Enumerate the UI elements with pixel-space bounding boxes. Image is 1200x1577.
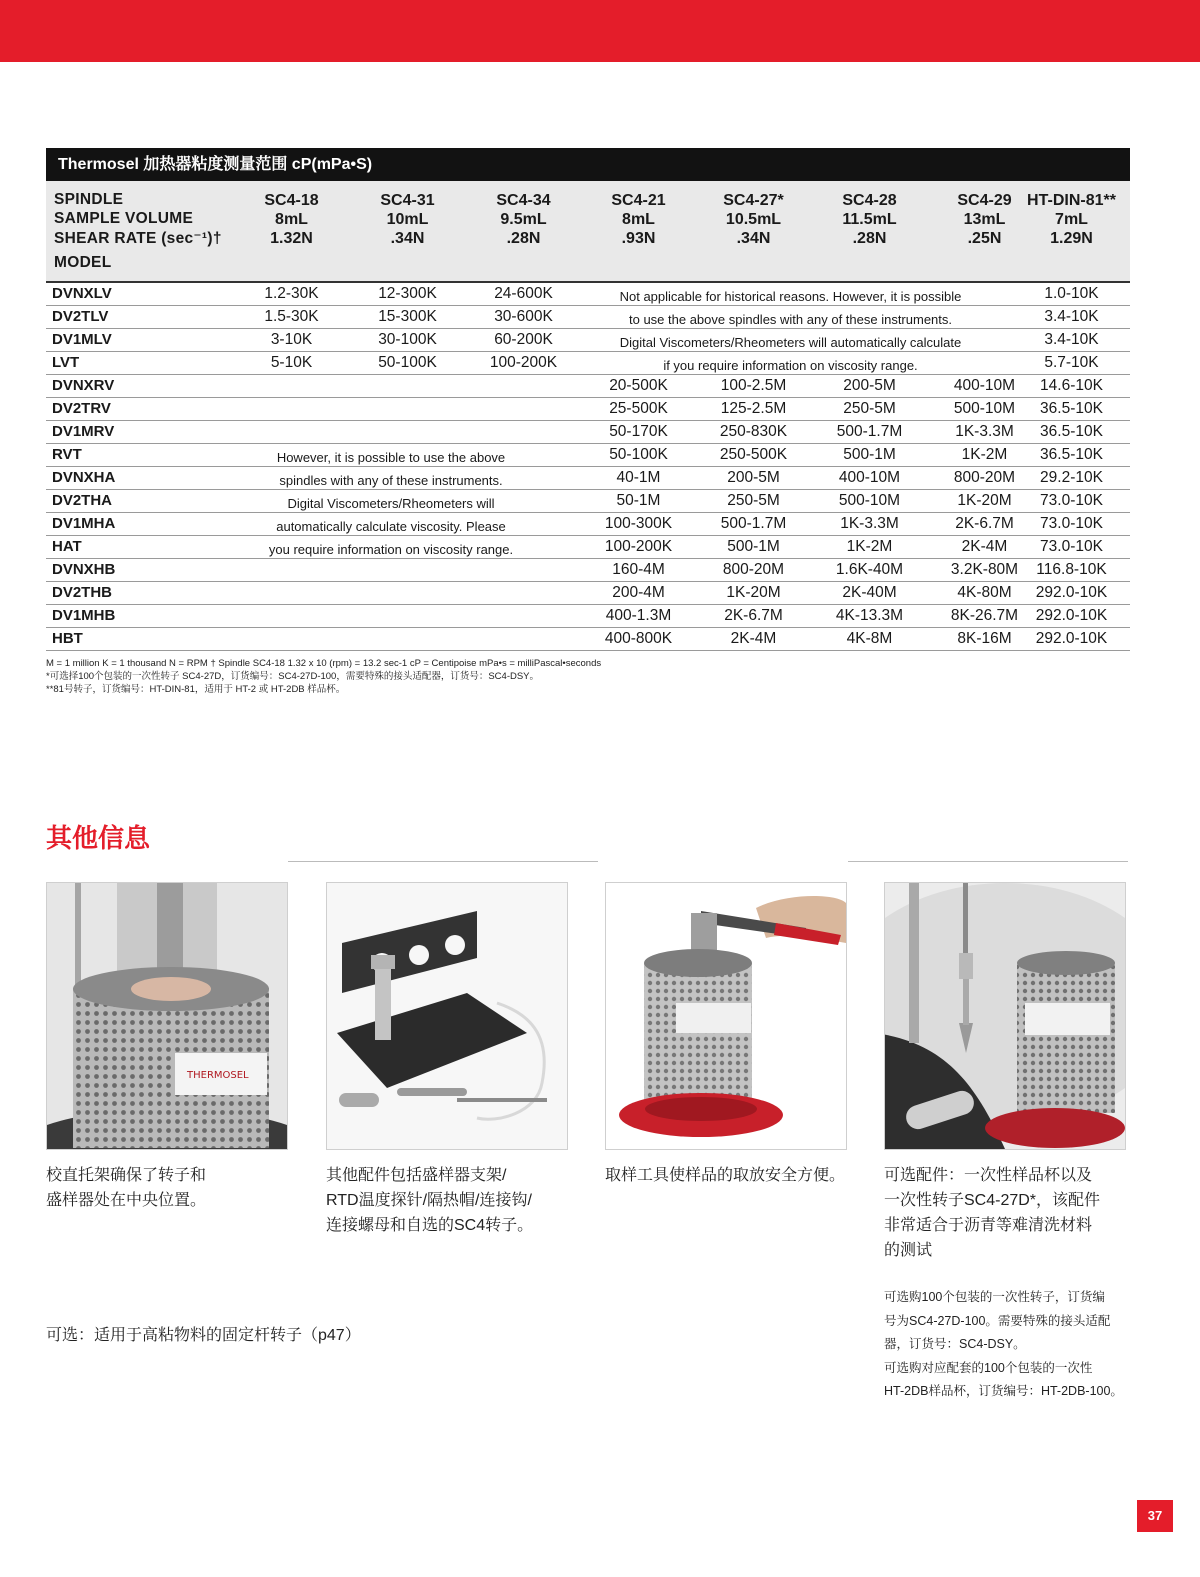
caption-sampling-tool [605, 1163, 845, 1188]
column-spindle: SC4-28 [842, 192, 897, 209]
column-spindle: SC4-18 [264, 192, 319, 209]
note-not-applicable [568, 285, 1013, 377]
model-cell: LVT [52, 354, 80, 371]
value-cell: 1.6K-40M [835, 561, 904, 578]
caption-line: 一次性转子SC4-27D*，该配件 [884, 1192, 1101, 1209]
value-cell: 250-5M [843, 400, 896, 417]
caption-line: 连接螺母和自选的SC4转子。 [326, 1217, 534, 1234]
note-line: Digital Viscometers/Rheometers will automatically calculate [619, 335, 962, 350]
caption-line: 盛样器处在中央位置。 [46, 1192, 207, 1209]
table-row [46, 398, 1130, 421]
value-cell: 73.0-10K [1040, 515, 1103, 532]
note-line: However, it is possible to use the above [276, 450, 506, 465]
section-title: 其他信息 [46, 823, 151, 853]
value-cell: 30-100K [378, 331, 437, 348]
column-spindle: SC4-27* [723, 192, 784, 209]
note-line: spindles with any of these instruments. [279, 473, 503, 488]
value-cell: 3.2K-80M [950, 561, 1019, 578]
value-cell: 4K-8M [846, 630, 893, 647]
page-number: 37 [1137, 1500, 1173, 1532]
note-line: to use the above spindles with any of these instruments. [628, 312, 953, 327]
value-cell: 50-100K [609, 446, 668, 463]
value-cell: 20-500K [609, 377, 668, 394]
brand-label: THERMOSEL [187, 1070, 249, 1081]
value-cell: 500-1M [843, 446, 896, 463]
divider [848, 861, 1128, 862]
caption-line: 取样工具使样品的取放安全方便。 [605, 1167, 846, 1184]
column-spindle: SC4-31 [380, 192, 435, 209]
value-cell: 800-20M [953, 469, 1016, 486]
model-cell: DVNXHA [52, 469, 116, 486]
value-cell: 800-20M [722, 561, 785, 578]
value-cell: 292.0-10K [1035, 584, 1108, 601]
value-cell: 36.5-10K [1040, 400, 1103, 417]
sample-volume-label: SAMPLE VOLUME [54, 210, 194, 227]
value-cell: 40-1M [616, 469, 661, 486]
value-cell: 1K-2M [846, 538, 893, 555]
value-cell: 2K-4M [961, 538, 1008, 555]
value-cell: 2K-40M [842, 584, 897, 601]
column-shear: .25N [967, 230, 1002, 247]
note-line: Digital Viscometers/Rheometers will [287, 496, 495, 511]
value-cell: 100-300K [604, 515, 673, 532]
ordering-note-line: HT-2DB样品杯，订货编号：HT-2DB-100。 [884, 1384, 1123, 1398]
value-cell: 8K-26.7M [950, 607, 1019, 624]
spindle-column-header [1014, 191, 1129, 248]
model-cell: DV2TRV [52, 400, 111, 417]
caption-line: 可选配件：一次性样品杯以及 [884, 1167, 1093, 1184]
table-row [46, 628, 1130, 651]
photo-disposable-accessories [884, 882, 1126, 1150]
ordering-note-line: 器，订货号：SC4-DSY。 [884, 1337, 1026, 1351]
table-row [46, 559, 1130, 582]
value-cell: 3-10K [270, 331, 313, 348]
table-row [46, 605, 1130, 628]
value-cell: 30-600K [494, 308, 553, 325]
table-row [46, 513, 1130, 536]
value-cell: 400-10M [953, 377, 1016, 394]
divider [288, 861, 598, 862]
value-cell: 50-1M [616, 492, 661, 509]
model-cell: DVNXLV [52, 285, 112, 302]
column-shear: .28N [506, 230, 541, 247]
model-label: MODEL [54, 254, 112, 271]
column-volume: 8mL [275, 211, 308, 228]
column-shear: .34N [736, 230, 771, 247]
spindle-column-header [350, 191, 465, 248]
footnote-din81: **81号转子，订货编号：HT-DIN-81，适用于 HT-2 或 HT-2DB 样品杯。 [46, 684, 346, 695]
value-cell: 2K-4M [730, 630, 777, 647]
table-row [46, 375, 1130, 398]
value-cell: 50-100K [378, 354, 437, 371]
table-row [46, 467, 1130, 490]
model-cell: DV2THB [52, 584, 113, 601]
value-cell: 1.0-10K [1044, 285, 1099, 302]
value-cell: 73.0-10K [1040, 492, 1103, 509]
caption-line: 非常适合于沥青等难清洗材料 [884, 1217, 1093, 1234]
value-cell: 500-10M [838, 492, 901, 509]
value-cell: 500-1M [727, 538, 780, 555]
value-cell: 500-10M [953, 400, 1016, 417]
value-cell: 2K-6.7M [955, 515, 1014, 532]
column-volume: 7mL [1055, 211, 1088, 228]
value-cell: 25-500K [609, 400, 668, 417]
viscosity-range-table [46, 148, 1130, 651]
photo-sampling-tool [605, 882, 847, 1150]
spindle-column-header [234, 191, 349, 248]
column-spindle: HT-DIN-81** [1027, 192, 1116, 209]
column-spindle: SC4-21 [611, 192, 666, 209]
column-shear: .28N [852, 230, 887, 247]
table-footnotes [46, 657, 946, 696]
value-cell: 1.2-30K [264, 285, 319, 302]
value-cell: 100-200K [489, 354, 558, 371]
value-cell: 100-2.5M [720, 377, 787, 394]
value-cell: 36.5-10K [1040, 446, 1103, 463]
value-cell: 15-300K [378, 308, 437, 325]
model-cell: DV1MLV [52, 331, 112, 348]
value-cell: 5.7-10K [1044, 354, 1099, 371]
value-cell: 8K-16M [957, 630, 1012, 647]
value-cell: 24-600K [494, 285, 553, 302]
value-cell: 250-830K [719, 423, 788, 440]
photo-alignment-bracket [46, 882, 288, 1150]
column-volume: 10mL [386, 211, 429, 228]
column-shear: 1.29N [1050, 230, 1093, 247]
model-cell: DV2TLV [52, 308, 109, 325]
column-volume: 13mL [963, 211, 1006, 228]
caption-line: 的测试 [884, 1242, 933, 1259]
column-volume: 11.5mL [842, 211, 897, 228]
value-cell: 1K-20M [726, 584, 781, 601]
model-cell: HBT [52, 630, 83, 647]
value-cell: 292.0-10K [1035, 607, 1108, 624]
footnote-disposable-spindle: *可选择100个包装的一次性转子 SC4-27D，订货编号：SC4-27D-100，需要特殊的接头适配器，订货号：SC4-DSY。 [46, 671, 540, 682]
spindle-column-header [696, 191, 811, 248]
column-volume: 9.5mL [500, 211, 547, 228]
ordering-note-line: 可选购对应配套的100个包装的一次性 [884, 1360, 1093, 1375]
model-cell: DV1MRV [52, 423, 115, 440]
top-red-band [0, 0, 1200, 62]
value-cell: 12-300K [378, 285, 437, 302]
caption-line: RTD温度探针/隔热帽/连接钩/ [326, 1192, 532, 1209]
value-cell: 3.4-10K [1044, 331, 1099, 348]
model-cell: DV1MHA [52, 515, 116, 532]
table-row [46, 582, 1130, 605]
spindle-column-header [466, 191, 581, 248]
value-cell: 200-5M [727, 469, 780, 486]
value-cell: 116.8-10K [1036, 561, 1107, 578]
value-cell: 29.2-10K [1040, 469, 1103, 486]
table-title: Thermosel 加热器粘度测量范围 cP(mPa•S) [46, 148, 1130, 181]
value-cell: 1K-3.3M [840, 515, 899, 532]
ordering-notes [884, 1286, 1164, 1404]
caption-line: 其他配件包括盛样器支架/ [326, 1167, 507, 1184]
column-shear: .93N [621, 230, 656, 247]
value-cell: 1K-2M [961, 446, 1008, 463]
model-cell: DV2THA [52, 492, 113, 509]
table-row [46, 536, 1130, 559]
note-possible-use [226, 446, 556, 561]
value-cell: 4K-13.3M [835, 607, 904, 624]
model-cell: DVNXRV [52, 377, 115, 394]
model-cell: RVT [52, 446, 82, 463]
column-shear: .34N [390, 230, 425, 247]
shear-rate-label: SHEAR RATE (sec⁻¹)† [54, 230, 222, 247]
note-line: you require information on viscosity range. [268, 542, 514, 557]
note-line: automatically calculate viscosity. Please [276, 519, 506, 534]
value-cell: 14.6-10K [1040, 377, 1103, 394]
value-cell: 4K-80M [957, 584, 1012, 601]
value-cell: 3.4-10K [1044, 308, 1099, 325]
column-volume: 8mL [622, 211, 655, 228]
value-cell: 200-4M [612, 584, 665, 601]
value-cell: 200-5M [843, 377, 896, 394]
value-cell: 250-5M [727, 492, 780, 509]
model-cell: DV1MHB [52, 607, 116, 624]
photo-accessories [326, 882, 568, 1150]
caption-line: 校直托架确保了转子和 [46, 1167, 207, 1184]
value-cell: 1K-3.3M [955, 423, 1014, 440]
value-cell: 500-1.7M [836, 423, 903, 440]
table-body [46, 281, 1130, 651]
spindle-column-header [812, 191, 927, 248]
caption-accessories [326, 1163, 533, 1238]
caption-disposable-accessories [884, 1163, 1100, 1263]
value-cell: 1.5-30K [264, 308, 319, 325]
value-cell: 73.0-10K [1040, 538, 1103, 555]
value-cell: 100-200K [604, 538, 673, 555]
value-cell: 400-800K [604, 630, 673, 647]
column-spindle: SC4-29 [957, 192, 1012, 209]
table-row [46, 444, 1130, 467]
note-line: if you require information on viscosity range. [663, 358, 918, 373]
ordering-note-line: 可选购100个包装的一次性转子，订货编 [884, 1290, 1105, 1304]
table-header [46, 181, 1130, 281]
column-spindle: SC4-34 [496, 192, 551, 209]
model-cell: HAT [52, 538, 82, 555]
table-row [46, 421, 1130, 444]
caption-alignment-bracket [46, 1163, 206, 1213]
value-cell: 292.0-10K [1035, 630, 1108, 647]
value-cell: 250-500K [719, 446, 788, 463]
value-cell: 36.5-10K [1040, 423, 1103, 440]
spindle-column-header [581, 191, 696, 248]
footnote-units: M = 1 million K = 1 thousand N = RPM † Spindle SC4-18 1.32 x 10 (rpm) = 13.2 sec-1 cP = Centipoise mPa•s = milliPascal•seconds [46, 658, 602, 669]
value-cell: 160-4M [612, 561, 665, 578]
value-cell: 400-10M [838, 469, 901, 486]
value-cell: 400-1.3M [605, 607, 672, 624]
ordering-note-line: 号为SC4-27D-100。需要特殊的接头适配 [884, 1313, 1111, 1328]
value-cell: 5-10K [270, 354, 313, 371]
value-cell: 500-1.7M [720, 515, 787, 532]
note-line: Not applicable for historical reasons. However, it is possible [619, 289, 962, 304]
value-cell: 125-2.5M [720, 400, 787, 417]
optional-spindle-note: 可选：适用于高粘物料的固定杆转子（p47） [46, 1327, 361, 1344]
value-cell: 60-200K [494, 331, 553, 348]
column-shear: 1.32N [270, 230, 313, 247]
value-cell: 50-170K [609, 423, 668, 440]
model-cell: DVNXHB [52, 561, 116, 578]
value-cell: 1K-20M [957, 492, 1012, 509]
column-volume: 10.5mL [725, 211, 782, 228]
spindle-label: SPINDLE [54, 191, 124, 208]
table-row [46, 490, 1130, 513]
value-cell: 2K-6.7M [724, 607, 783, 624]
